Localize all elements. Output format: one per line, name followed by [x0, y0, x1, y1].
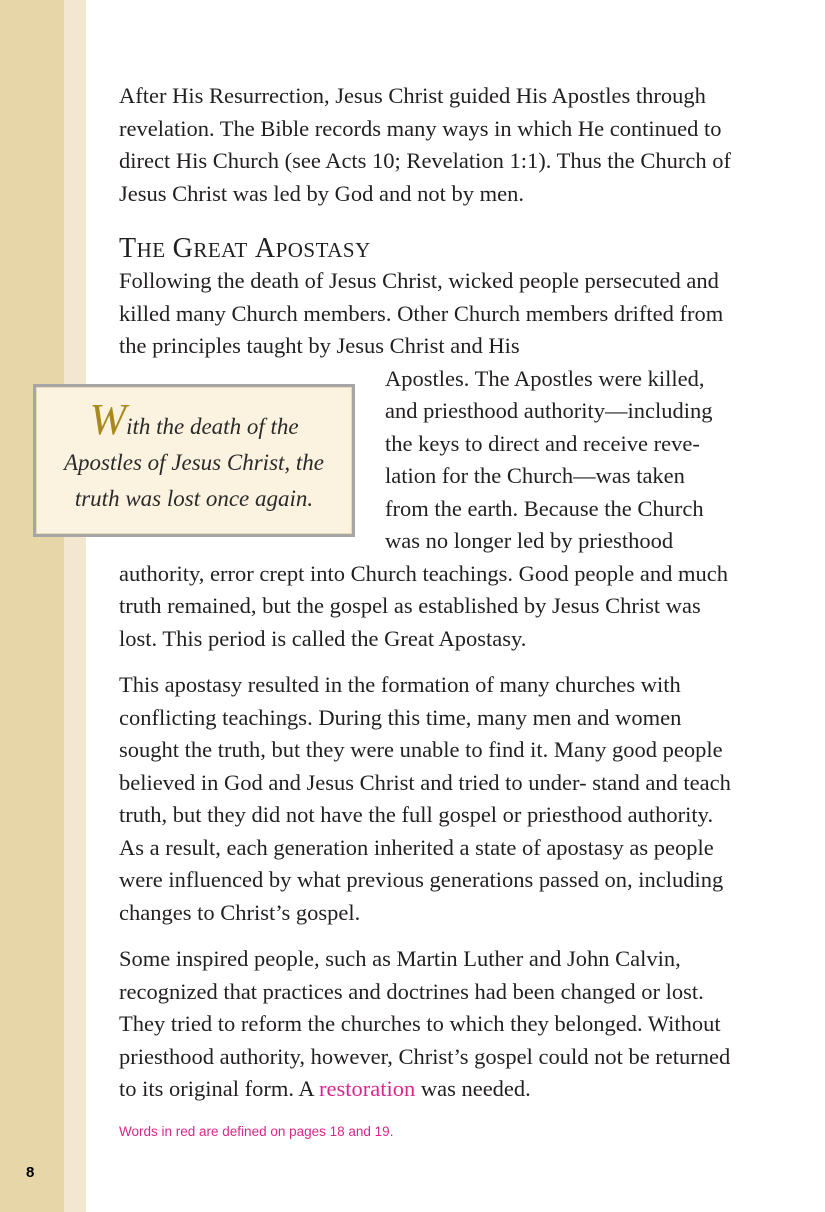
apostasy-tail: authority, error crept into Church teachings. Good people and much truth remained, but the gospel as established by Jesus Christ was lost. This period is called the Great Apostasy. [119, 560, 728, 651]
page-margin-band [0, 0, 64, 1212]
page-number: 8 [26, 1164, 35, 1181]
heading-cap: A [254, 233, 276, 264]
apostasy-indent-line: Apostles. The Apostles were killed, [385, 365, 705, 391]
pull-quote-box [33, 384, 355, 537]
paragraph-intro: After His Resurrection, Jesus Christ guided His Apostles through revelation. The Bible records many ways in which He continued to direct His Church (see Acts 10; Revelation 1:1). Thus the Church of Jesus Christ was led by God and not by men. [119, 83, 731, 206]
paragraph-reformers [119, 943, 739, 1106]
apostasy-indent-line: from the earth. Because the Church [385, 495, 704, 521]
pull-quote-text [36, 394, 352, 517]
section-heading [119, 234, 739, 265]
heading-smallcaps: POSTASY [275, 238, 371, 262]
apostasy-indent-line: lation for the Church—was taken [385, 463, 685, 488]
pull-quote-body: ith the death of the Apostles of Jesus Christ, the truth was lost once again. [63, 413, 325, 511]
apostasy-indent-line: was no longer led by priesthood [385, 528, 674, 553]
reformers-text: Some inspired people, such as Martin Luther and John Calvin, recognized that practices and doctrines had been changed or lost. They tried to reform the churches to which they belonged. Without priesthood authority, however, Christ’s gospel could not be returned to its original form. A [119, 946, 731, 1101]
page-margin-band-light [64, 0, 86, 1212]
glossary-term-restoration[interactable]: restoration [319, 1076, 416, 1101]
heading-cap: T [119, 233, 137, 264]
heading-smallcaps: REAT [193, 238, 248, 262]
heading-cap: G [172, 233, 194, 264]
page-content [119, 80, 739, 1106]
pull-quote-dropcap: W [89, 394, 127, 444]
apostasy-indent-line: the keys to direct and receive reve- [385, 430, 700, 456]
apostasy-indent-line: and priesthood authority—including [385, 398, 713, 423]
glossary-footnote: Words in red are defined on pages 18 and 19. [119, 1124, 394, 1139]
apostasy-lead: Following the death of Jesus Christ, wicked people persecuted and killed many Church members. Other Church members drifted from the principles taught by Jesus Christ and His [119, 268, 724, 358]
reformers-end: was needed. [420, 1076, 531, 1101]
paragraph-formation: This apostasy resulted in the formation of many churches with conflicting teachings. During this time, many men and women sought the truth, but they were unable to find it. Many good people believed in God and Jesus Christ and tried to under- stand and teach truth, but they did not have the full gospel or priesthood authority. As a result, each generation inherited a state of apostasy as people were influenced by what previous generations passed on, including changes to Christ’s gospel. [119, 672, 731, 925]
heading-smallcaps: HE [136, 238, 166, 262]
